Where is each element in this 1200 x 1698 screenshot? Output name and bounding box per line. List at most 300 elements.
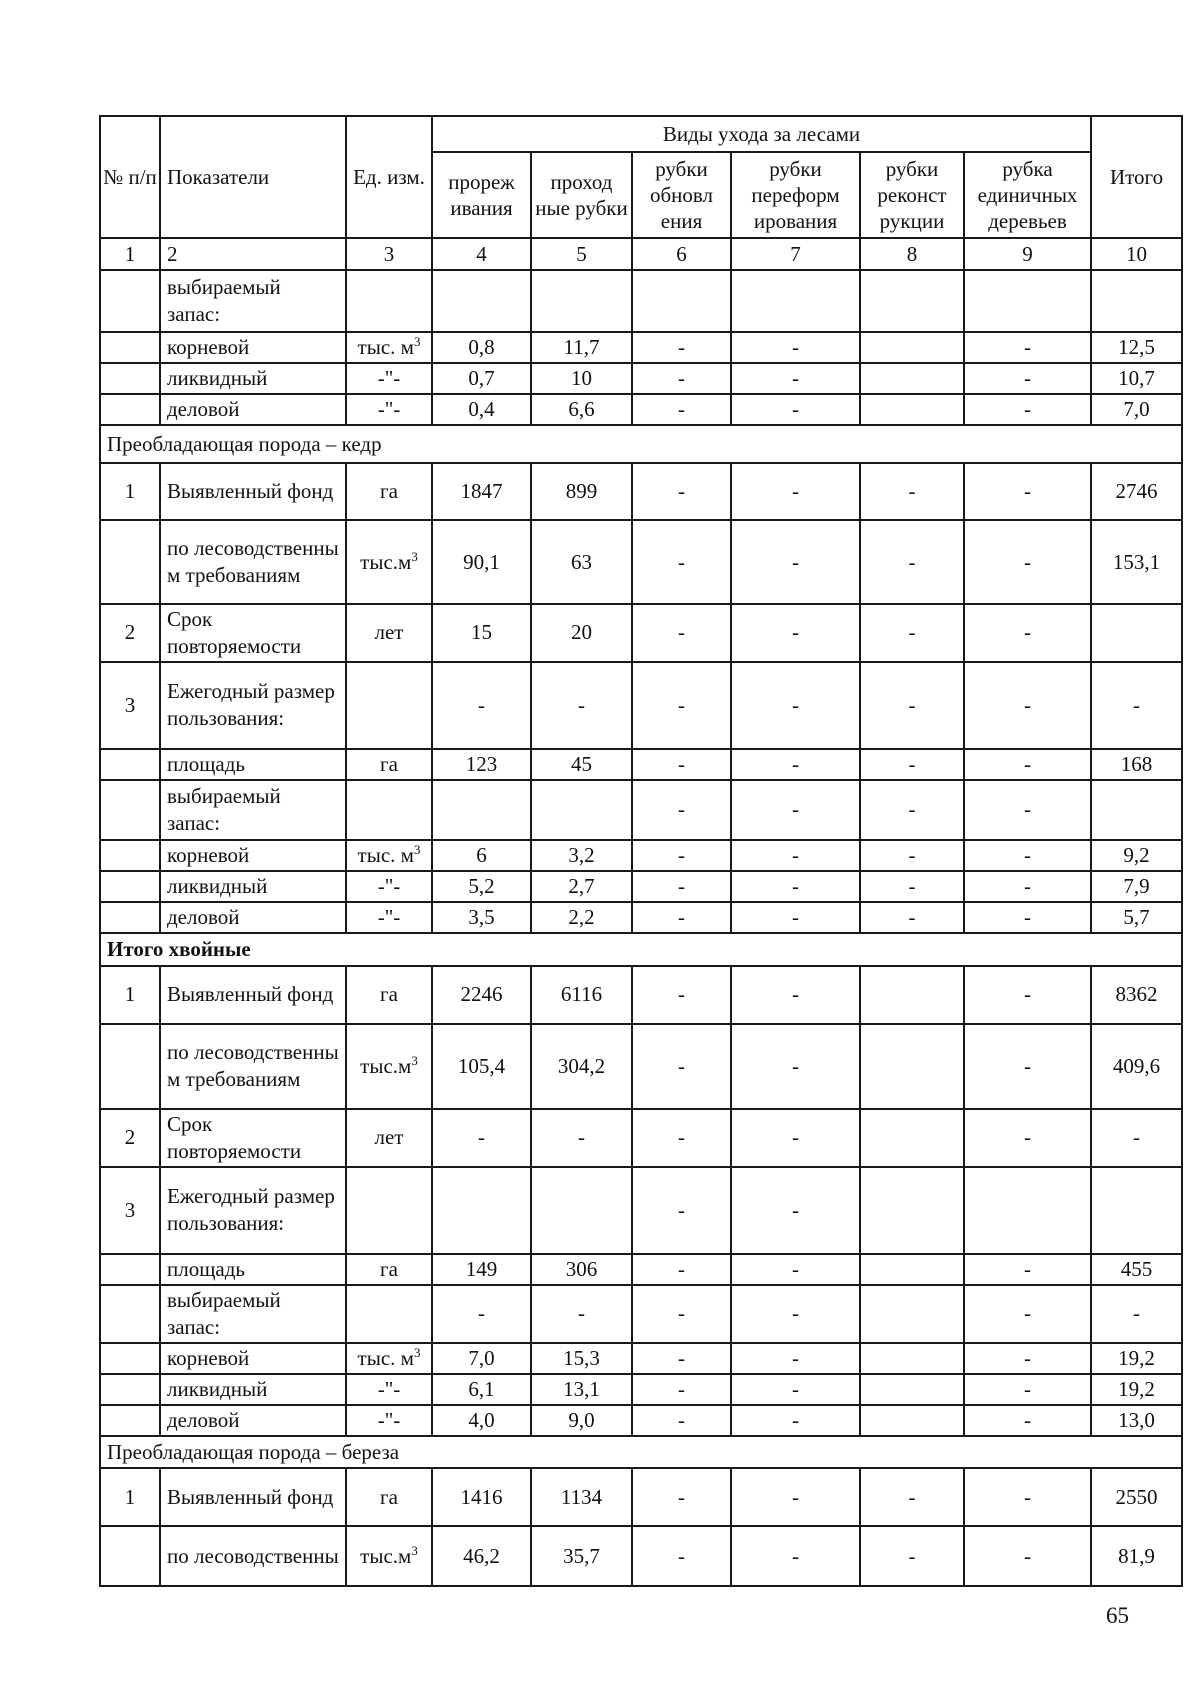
table-row	[100, 662, 1182, 749]
unit-text: -"-	[377, 1407, 401, 1432]
row-number	[100, 1024, 160, 1109]
row-value: 105,4	[432, 1024, 531, 1109]
unit-superscript: 3	[411, 548, 418, 564]
row-value: -	[731, 902, 860, 933]
row-number	[100, 840, 160, 871]
row-value: -	[731, 520, 860, 604]
unit-text: га	[380, 1256, 398, 1281]
row-unit	[346, 1024, 432, 1109]
unit-superscript: 3	[411, 1542, 418, 1558]
unit-text: тыс.м	[360, 1053, 412, 1078]
row-unit	[346, 1167, 432, 1254]
row-value: -	[731, 363, 860, 394]
row-value: -	[964, 1285, 1091, 1343]
row-value: -	[964, 463, 1091, 520]
row-total-value: 455	[1091, 1254, 1182, 1285]
col-number: 8	[860, 238, 964, 270]
row-value: -	[632, 1526, 731, 1586]
row-value: -	[531, 1109, 632, 1167]
col-number: 6	[632, 238, 731, 270]
table-row	[100, 520, 1182, 604]
table-row	[100, 363, 1182, 394]
row-number	[100, 520, 160, 604]
table-row	[100, 1285, 1182, 1343]
col-number: 9	[964, 238, 1091, 270]
row-value: -	[860, 871, 964, 902]
row-value: 13,1	[531, 1374, 632, 1405]
unit-text: га	[380, 751, 398, 776]
table-row	[100, 463, 1182, 520]
col-number: 5	[531, 238, 632, 270]
row-value: -	[731, 966, 860, 1024]
col-number: 10	[1091, 238, 1182, 270]
row-value: -	[632, 463, 731, 520]
row-value	[731, 270, 860, 332]
row-value: 0,8	[432, 332, 531, 363]
row-value: -	[731, 840, 860, 871]
header-type-thinning: прореж ивания	[432, 152, 531, 238]
row-value: -	[632, 749, 731, 780]
row-value	[860, 1374, 964, 1405]
row-total-value: 19,2	[1091, 1374, 1182, 1405]
unit-superscript: 3	[411, 1052, 418, 1068]
header-type-renewal-cuts: рубки обновл ения	[632, 152, 731, 238]
row-unit	[346, 363, 432, 394]
row-unit	[346, 604, 432, 662]
table-row	[100, 1405, 1182, 1436]
row-value: -	[632, 394, 731, 425]
row-indicator: корневой	[160, 1343, 346, 1374]
row-value: -	[632, 1024, 731, 1109]
row-value: -	[731, 871, 860, 902]
col-number: 3	[346, 238, 432, 270]
row-total-value: 409,6	[1091, 1024, 1182, 1109]
unit-text: -"-	[377, 366, 401, 391]
table-row	[100, 966, 1182, 1024]
row-indicator: ликвидный	[160, 871, 346, 902]
row-indicator: деловой	[160, 902, 346, 933]
row-value: -	[860, 1468, 964, 1526]
row-unit	[346, 749, 432, 780]
row-value: -	[964, 1468, 1091, 1526]
row-total-value: 9,2	[1091, 840, 1182, 871]
row-value	[860, 1343, 964, 1374]
row-number: 1	[100, 966, 160, 1024]
header-type-reconstruction-cuts: рубки реконст рукции	[860, 152, 964, 238]
row-number: 2	[100, 604, 160, 662]
row-value: -	[632, 871, 731, 902]
table-row	[100, 270, 1182, 332]
row-total-value: 10,7	[1091, 363, 1182, 394]
col-number: 2	[160, 238, 346, 270]
section-title: Итого хвойные	[100, 933, 1182, 966]
row-value: -	[964, 902, 1091, 933]
row-unit	[346, 1343, 432, 1374]
row-number	[100, 902, 160, 933]
row-value: -	[432, 662, 531, 749]
row-value: -	[731, 1405, 860, 1436]
row-value: 5,2	[432, 871, 531, 902]
row-value: 10	[531, 363, 632, 394]
row-value: -	[860, 902, 964, 933]
row-value: -	[964, 840, 1091, 871]
unit-text: лет	[374, 1125, 404, 1150]
row-unit	[346, 871, 432, 902]
col-number: 4	[432, 238, 531, 270]
row-value: -	[731, 1109, 860, 1167]
row-total-value	[1091, 270, 1182, 332]
row-value: -	[964, 1374, 1091, 1405]
row-value: -	[964, 394, 1091, 425]
col-number: 7	[731, 238, 860, 270]
unit-superscript: 3	[413, 1344, 421, 1360]
unit-text: тыс. м	[357, 842, 414, 867]
row-number	[100, 270, 160, 332]
row-value: -	[731, 332, 860, 363]
row-value: -	[632, 332, 731, 363]
row-indicator: Выявленный фонд	[160, 1468, 346, 1526]
row-unit	[346, 520, 432, 604]
row-value: 15	[432, 604, 531, 662]
table-row	[100, 871, 1182, 902]
header-type-single-tree-cuts: рубка единичных деревьев	[964, 152, 1091, 238]
row-unit	[346, 1405, 432, 1436]
row-value: 6116	[531, 966, 632, 1024]
row-value	[432, 270, 531, 332]
row-value: 6,6	[531, 394, 632, 425]
row-total-value: 153,1	[1091, 520, 1182, 604]
row-total-value: 12,5	[1091, 332, 1182, 363]
row-number	[100, 1374, 160, 1405]
row-value: -	[964, 604, 1091, 662]
page-number: 65	[1106, 1603, 1129, 1628]
row-value: -	[964, 363, 1091, 394]
row-indicator: по лесоводственны	[160, 1526, 346, 1586]
row-indicator: выбираемый запас:	[160, 270, 346, 332]
row-value: -	[964, 1024, 1091, 1109]
row-value: -	[731, 1254, 860, 1285]
unit-text: тыс.м	[360, 549, 412, 574]
row-value: -	[632, 902, 731, 933]
row-unit	[346, 463, 432, 520]
row-unit	[346, 902, 432, 933]
row-unit	[346, 1468, 432, 1526]
table-row	[100, 1254, 1182, 1285]
row-indicator: ликвидный	[160, 1374, 346, 1405]
row-unit	[346, 394, 432, 425]
row-value: -	[731, 1374, 860, 1405]
row-value: -	[432, 1285, 531, 1343]
row-value: -	[964, 1343, 1091, 1374]
row-unit	[346, 1254, 432, 1285]
table-row	[100, 780, 1182, 840]
row-unit	[346, 1374, 432, 1405]
row-value: 123	[432, 749, 531, 780]
row-value	[860, 363, 964, 394]
unit-text: тыс. м	[357, 335, 414, 360]
row-value: -	[632, 520, 731, 604]
row-value: -	[632, 840, 731, 871]
row-number: 2	[100, 1109, 160, 1167]
header-care-types-group: Виды ухода за лесами	[432, 116, 1091, 152]
unit-superscript: 3	[413, 841, 421, 857]
unit-text: га	[380, 479, 398, 504]
row-value: -	[531, 662, 632, 749]
col-number: 1	[100, 238, 160, 270]
row-value	[860, 1109, 964, 1167]
row-number: 1	[100, 1468, 160, 1526]
row-indicator: по лесоводственны м требованиям	[160, 1024, 346, 1109]
row-indicator: выбираемый запас:	[160, 1285, 346, 1343]
row-value: 45	[531, 749, 632, 780]
table-row	[100, 1167, 1182, 1254]
row-value: -	[731, 1468, 860, 1526]
row-indicator: Срок повторяемости	[160, 604, 346, 662]
forest-care-table	[99, 115, 1183, 1587]
row-value: -	[860, 604, 964, 662]
row-value: 2,7	[531, 871, 632, 902]
unit-text: тыс. м	[357, 1345, 414, 1370]
section-row	[100, 425, 1182, 463]
header-total: Итого	[1091, 116, 1182, 238]
row-indicator: Ежегодный размер пользования:	[160, 662, 346, 749]
row-value: -	[964, 1526, 1091, 1586]
row-value: 9,0	[531, 1405, 632, 1436]
row-value: -	[860, 520, 964, 604]
row-value: -	[860, 1526, 964, 1586]
row-value: -	[632, 1405, 731, 1436]
row-indicator: ликвидный	[160, 363, 346, 394]
row-value: 63	[531, 520, 632, 604]
table-row	[100, 749, 1182, 780]
row-value: -	[860, 463, 964, 520]
row-total-value: 7,0	[1091, 394, 1182, 425]
row-value: -	[632, 780, 731, 840]
row-value	[860, 966, 964, 1024]
row-total-value: 13,0	[1091, 1405, 1182, 1436]
row-total-value: 168	[1091, 749, 1182, 780]
row-total-value: -	[1091, 662, 1182, 749]
row-number	[100, 1254, 160, 1285]
header-type-passage-cuts: проход ные рубки	[531, 152, 632, 238]
row-value: -	[632, 604, 731, 662]
row-value: -	[531, 1285, 632, 1343]
row-value: 6	[432, 840, 531, 871]
row-value: -	[860, 662, 964, 749]
row-number	[100, 363, 160, 394]
row-number	[100, 394, 160, 425]
row-indicator: по лесоводственны м требованиям	[160, 520, 346, 604]
row-unit	[346, 1526, 432, 1586]
table-row	[100, 332, 1182, 363]
row-value: -	[964, 780, 1091, 840]
row-value	[860, 1285, 964, 1343]
row-value: -	[731, 1343, 860, 1374]
row-value: -	[860, 780, 964, 840]
row-number	[100, 1526, 160, 1586]
table-row	[100, 1526, 1182, 1586]
row-value: 35,7	[531, 1526, 632, 1586]
unit-text: лет	[374, 620, 404, 645]
row-indicator: площадь	[160, 1254, 346, 1285]
unit-text: -"-	[377, 873, 401, 898]
row-indicator: выбираемый запас:	[160, 780, 346, 840]
table-row	[100, 604, 1182, 662]
row-value: -	[632, 1109, 731, 1167]
row-value: 2246	[432, 966, 531, 1024]
header-indicator: Показатели	[160, 116, 346, 238]
table-row	[100, 1374, 1182, 1405]
row-value: 304,2	[531, 1024, 632, 1109]
row-total-value: 5,7	[1091, 902, 1182, 933]
row-value	[531, 780, 632, 840]
row-value: -	[731, 1285, 860, 1343]
row-value: -	[731, 1526, 860, 1586]
row-total-value: 2746	[1091, 463, 1182, 520]
row-indicator: корневой	[160, 332, 346, 363]
row-value: -	[964, 662, 1091, 749]
row-value: -	[964, 966, 1091, 1024]
row-value: 2,2	[531, 902, 632, 933]
row-value	[860, 1254, 964, 1285]
table-row	[100, 1024, 1182, 1109]
row-indicator: Выявленный фонд	[160, 463, 346, 520]
row-value	[531, 270, 632, 332]
row-value: 0,4	[432, 394, 531, 425]
row-value: -	[632, 363, 731, 394]
table-row	[100, 394, 1182, 425]
row-number	[100, 871, 160, 902]
row-total-value	[1091, 1167, 1182, 1254]
row-value: -	[964, 332, 1091, 363]
row-value	[860, 1024, 964, 1109]
row-value: 15,3	[531, 1343, 632, 1374]
row-value	[860, 270, 964, 332]
table-row	[100, 840, 1182, 871]
row-value	[432, 1167, 531, 1254]
row-value: 7,0	[432, 1343, 531, 1374]
row-value: 1416	[432, 1468, 531, 1526]
row-unit	[346, 1285, 432, 1343]
row-number	[100, 749, 160, 780]
row-value: -	[731, 662, 860, 749]
row-indicator: Срок повторяемости	[160, 1109, 346, 1167]
row-number: 3	[100, 662, 160, 749]
row-value: -	[731, 1167, 860, 1254]
row-value: -	[632, 966, 731, 1024]
row-value: -	[964, 749, 1091, 780]
row-value: -	[731, 604, 860, 662]
row-value: -	[964, 520, 1091, 604]
unit-text: тыс.м	[360, 1543, 412, 1568]
row-total-value	[1091, 604, 1182, 662]
header-num: № п/п	[100, 116, 160, 238]
row-number	[100, 1285, 160, 1343]
row-number	[100, 1343, 160, 1374]
row-value	[531, 1167, 632, 1254]
row-value	[964, 270, 1091, 332]
row-value: 90,1	[432, 520, 531, 604]
row-total-value	[1091, 780, 1182, 840]
row-value: 3,2	[531, 840, 632, 871]
row-value: -	[860, 840, 964, 871]
table-row	[100, 1109, 1182, 1167]
row-value: 11,7	[531, 332, 632, 363]
row-value	[964, 1167, 1091, 1254]
row-value: -	[860, 749, 964, 780]
row-value: -	[632, 1254, 731, 1285]
row-value	[860, 1167, 964, 1254]
row-value	[860, 332, 964, 363]
row-total-value: 2550	[1091, 1468, 1182, 1526]
row-indicator: корневой	[160, 840, 346, 871]
row-value: -	[632, 662, 731, 749]
row-value: 6,1	[432, 1374, 531, 1405]
row-value: -	[632, 1285, 731, 1343]
row-value: 20	[531, 604, 632, 662]
row-total-value: 81,9	[1091, 1526, 1182, 1586]
unit-text: -"-	[377, 397, 401, 422]
row-value	[632, 270, 731, 332]
row-indicator: Выявленный фонд	[160, 966, 346, 1024]
unit-text: -"-	[377, 1376, 401, 1401]
row-value: -	[731, 780, 860, 840]
row-number	[100, 332, 160, 363]
row-value	[860, 394, 964, 425]
row-total-value: -	[1091, 1285, 1182, 1343]
header-unit: Ед. изм.	[346, 116, 432, 238]
table-row	[100, 1468, 1182, 1526]
section-title: Преобладающая порода – кедр	[100, 425, 1182, 463]
row-value	[432, 780, 531, 840]
unit-text: га	[380, 1484, 398, 1509]
row-number: 1	[100, 463, 160, 520]
row-value: 3,5	[432, 902, 531, 933]
row-value: 1134	[531, 1468, 632, 1526]
row-total-value: 19,2	[1091, 1343, 1182, 1374]
row-indicator: площадь	[160, 749, 346, 780]
row-indicator: Ежегодный размер пользования:	[160, 1167, 346, 1254]
section-row	[100, 1436, 1182, 1469]
row-value: 46,2	[432, 1526, 531, 1586]
row-value: -	[731, 394, 860, 425]
row-value: 306	[531, 1254, 632, 1285]
row-value: -	[731, 463, 860, 520]
row-indicator: деловой	[160, 394, 346, 425]
row-unit	[346, 966, 432, 1024]
row-value: -	[632, 1167, 731, 1254]
unit-superscript: 3	[413, 334, 421, 350]
row-value: 149	[432, 1254, 531, 1285]
row-unit	[346, 1109, 432, 1167]
row-value: -	[632, 1374, 731, 1405]
row-value: -	[731, 749, 860, 780]
row-value: 899	[531, 463, 632, 520]
header-type-reformation-cuts: рубки переформ ирования	[731, 152, 860, 238]
row-value: -	[964, 871, 1091, 902]
row-indicator: деловой	[160, 1405, 346, 1436]
row-total-value: 8362	[1091, 966, 1182, 1024]
table-row	[100, 902, 1182, 933]
table-row	[100, 1343, 1182, 1374]
row-value	[860, 1405, 964, 1436]
row-value: -	[632, 1468, 731, 1526]
row-unit	[346, 780, 432, 840]
section-row	[100, 933, 1182, 966]
row-number: 3	[100, 1167, 160, 1254]
row-value: -	[964, 1254, 1091, 1285]
row-value: -	[964, 1109, 1091, 1167]
